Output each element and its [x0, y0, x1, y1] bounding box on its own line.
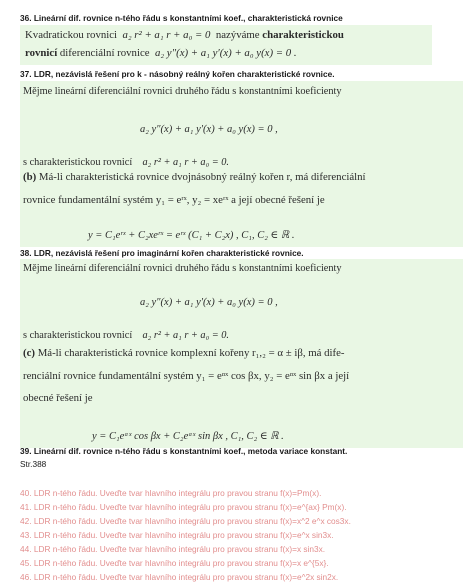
box36-char-eq: a₂ r² + a₁ r + a₀ = 0	[122, 29, 211, 41]
box38-char-text: s charakteristickou rovnicí	[23, 330, 133, 341]
box37-b-line2: rovnice fundamentální systém y₁ = eʳˣ, y₂ = xeʳˣ a její obecné řešení je	[23, 194, 325, 206]
question-46: 46. LDR n-tého řádu. Uveďte tvar hlavního integrálu pro pravou stranu f(x)=e^2x sin2x.	[20, 572, 339, 582]
box36-bold-term: charakteristickou	[262, 29, 344, 41]
question-44: 44. LDR n-tého řádu. Uveďte tvar hlavního integrálu pro pravou stranu f(x)=x sin3x.	[20, 544, 326, 554]
box38-equation: a₂ y″(x) + a₁ y′(x) + a₀ y(x) = 0 ,	[140, 297, 278, 308]
definition-box-36	[20, 25, 432, 65]
box38-intro: Mějme lineární diferenciální rovnici druhého řádu s konstantními koeficienty	[23, 263, 342, 274]
question-43: 43. LDR n-tého řádu. Uveďte tvar hlavního integrálu pro pravou stranu f(x)=e^x sin3x.	[20, 530, 334, 540]
box37-char-line	[23, 157, 229, 168]
box38-c-text: Má-li charakteristická rovnice komplexní kořeny r₁,₂ = α ± iβ, má dife-	[37, 347, 345, 359]
box37-b-line	[23, 171, 366, 183]
box37-char-text: s charakteristickou rovnicí	[23, 157, 133, 168]
box37-char-eq: a₂ r² + a₁ r + a₀ = 0.	[142, 157, 229, 168]
question-45: 45. LDR n-tého řádu. Uveďte tvar hlavního integrálu pro pravou stranu f(x)=x e^{5x}.	[20, 558, 329, 568]
heading-38: 38. LDR, nezávislá řešení pro imaginární kořen charakteristické rovnice.	[20, 248, 304, 258]
question-42: 42. LDR n-tého řádu. Uveďte tvar hlavního integrálu pro pravou stranu f(x)=x^2 e^x cos3x.	[20, 516, 351, 526]
box37-b-text: Má-li charakteristická rovnice dvojnásobný reálný kořen r, má diferenciální	[38, 171, 366, 183]
box38-c-line2: renciální rovnice fundamentální systém y₁ = eᵅˣ cos βx, y₂ = eᵅˣ sin βx a její	[23, 370, 350, 382]
box36-text-b: nazýváme	[215, 29, 260, 41]
heading-39: 39. Lineární dif. rovnice n-tého řádu s konstantními koef., metoda variace konstant.	[20, 446, 348, 456]
question-40: 40. LDR n-tého řádu. Uveďte tvar hlavního integrálu pro pravou stranu f(x)=Pm(x).	[20, 488, 322, 498]
theorem-box-38	[20, 259, 463, 448]
box38-char-line	[23, 330, 229, 341]
box37-b-label: (b)	[23, 171, 37, 183]
box36-text-a: Kvadratickou rovnici	[25, 29, 118, 41]
box38-c-line	[23, 347, 345, 359]
box36-bold-term2: rovnicí	[25, 47, 58, 59]
box37-solution: y = C₁eʳˣ + C₂xeʳˣ = eʳˣ (C₁ + C₂x) , C₁, C₂ ∈ ℝ .	[88, 230, 295, 241]
box36-line2	[25, 47, 297, 59]
box38-c-label: (c)	[23, 347, 35, 359]
page-reference: Str.388	[20, 459, 47, 469]
heading-36: 36. Lineární dif. rovnice n-tého řádu s konstantními koef., charakteristická rovnice	[20, 13, 343, 23]
box38-char-eq: a₂ r² + a₁ r + a₀ = 0.	[142, 330, 229, 341]
box36-diff-eq: a₂ y″(x) + a₁ y′(x) + a₀ y(x) = 0 .	[154, 47, 297, 59]
box36-text-c: diferenciální rovnice	[59, 47, 150, 59]
box38-c-line3: obecné řešení je	[23, 392, 93, 404]
theorem-box-37	[20, 81, 463, 247]
box36-line1	[25, 29, 344, 41]
box37-equation: a₂ y″(x) + a₁ y′(x) + a₀ y(x) = 0 ,	[140, 124, 278, 135]
question-41: 41. LDR n-tého řádu. Uveďte tvar hlavního integrálu pro pravou stranu f(x)=e^{ax} Pm(x).	[20, 502, 347, 512]
heading-37: 37. LDR, nezávislá řešení pro k - násobný reálný kořen charakteristické rovnice.	[20, 69, 335, 79]
box37-intro: Mějme lineární diferenciální rovnici druhého řádu s konstantními koeficienty	[23, 86, 342, 97]
box38-solution: y = C₁eᵅˣ cos βx + C₂eᵅˣ sin βx , C₁, C₂ ∈ ℝ .	[92, 431, 284, 442]
